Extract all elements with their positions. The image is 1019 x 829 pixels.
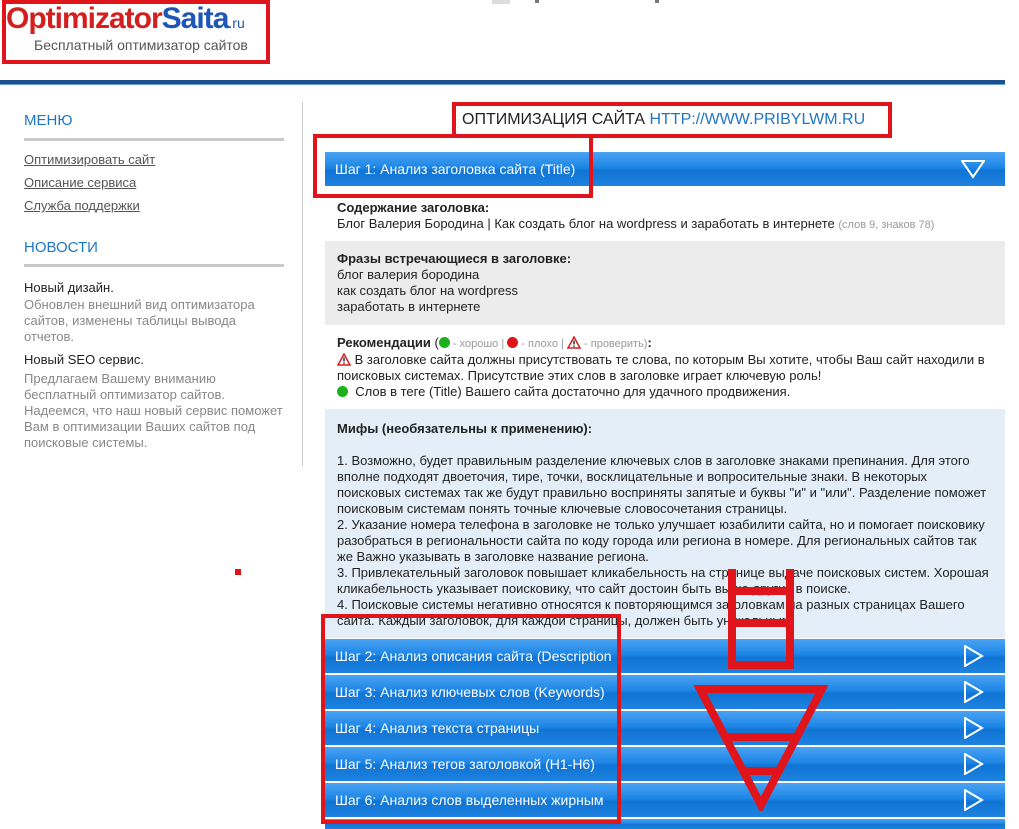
recommendations-heading-row xyxy=(337,335,993,352)
page-title-prefix: ОПТИМИЗАЦИЯ САЙТА xyxy=(462,111,646,128)
logo-part-1: Optimizator xyxy=(6,2,162,35)
phrase-item: блог валерия бородина xyxy=(337,267,480,282)
triangle-down-icon xyxy=(961,158,985,180)
news-text: Обновлен внешний вид оптимизатора сайтов, изменены таблицы вывода отчетов. xyxy=(24,297,255,344)
recommendation-good xyxy=(337,384,993,400)
green-dot-icon xyxy=(439,337,450,348)
title-content-section xyxy=(325,198,1005,238)
warning-icon xyxy=(567,336,581,349)
phrase-item: заработать в интернете xyxy=(337,299,481,314)
menu-item-support[interactable]: Служба поддержки xyxy=(24,198,140,213)
logo-tld: .ru xyxy=(228,15,245,31)
myth-item: 3. Привлекательный заголовок повышает кликабельность на странице выдаче поисковых систем. Хорошая кликабельность указывает поисковику, что сайт достоин быть выше других в поиске. xyxy=(337,565,989,596)
legend-open: ( xyxy=(434,335,439,350)
top-decoration xyxy=(535,0,539,3)
myth-item: 1. Возможно, будет правильным разделение ключевых слов в заголовке знаками препинания. Для этого вполне подходят двоеточия, тире, точки, восклицательные и вопросительные знаки. В некоторых поисковых системах так же будут правильно восприняты запятые и буквы "и" и "или". Разделение поможет поисковым системам понять точные ключевые словосочетания страницы. xyxy=(337,453,987,516)
legend-close: : xyxy=(647,335,652,350)
red-dot-icon xyxy=(507,337,518,348)
step-label: Шаг 3: Анализ ключевых слов (Keywords) xyxy=(335,684,605,700)
step-label: Шаг 1: Анализ заголовка сайта (Title) xyxy=(335,161,576,177)
step-label: Шаг 2: Анализ описания сайта (Description xyxy=(335,648,612,664)
news-rule xyxy=(24,264,284,267)
news-text: Предлагаем Вашему вниманию бесплатный оптимизатор сайтов. Надеемся, что наш новый сервис поможет Вам в оптимизации Ваших сайтов под поисковые системы. xyxy=(24,371,283,450)
title-text-row xyxy=(337,216,993,233)
menu-rule xyxy=(24,138,284,141)
annotation-arrow-down-icon xyxy=(690,565,830,811)
logo-tagline: Бесплатный оптимизатор сайтов xyxy=(34,37,248,53)
menu-heading: МЕНЮ xyxy=(24,112,73,129)
green-dot-icon xyxy=(337,386,348,397)
annotation-dot xyxy=(235,569,241,575)
annotation-box-steps xyxy=(321,614,621,824)
triangle-right-icon xyxy=(961,681,985,703)
recommendation-warning xyxy=(337,352,993,384)
title-text: Блог Валерия Бородина | Как создать блог на wordpress и заработать в интернете xyxy=(337,216,835,231)
menu-item-description[interactable]: Описание сервиса xyxy=(24,175,137,190)
news-heading: НОВОСТИ xyxy=(24,239,98,256)
annotation-box-step1 xyxy=(313,134,593,198)
myth-item: 4. Поисковые системы негативно относятся к повторяющимся заголовкам на разных страницах Вашего сайта. Каждый заголовок, для каждой страницы, должен быть уникальным. xyxy=(337,597,965,628)
recommendation-warning-text: В заголовке сайта должны присутствовать те слова, по которым Вы хотите, чтобы Ваш сайт находили в поисковых системах. Присутствие этих слов в заголовке играет ключевую роль! xyxy=(337,352,985,383)
recommendations-section xyxy=(325,325,1005,409)
phrases-section xyxy=(325,241,1005,325)
news-title: Новый SEO сервис. xyxy=(24,352,145,367)
header-divider-thin xyxy=(0,84,1005,85)
triangle-right-icon xyxy=(961,717,985,739)
news-title: Новый дизайн. xyxy=(24,280,114,295)
section-heading: Рекомендации xyxy=(337,335,431,350)
section-heading: Мифы (необязательны к применению): xyxy=(337,421,593,436)
section-heading: Содержание заголовка: xyxy=(337,200,490,215)
sidebar-separator xyxy=(302,102,303,466)
step-label: Шаг 4: Анализ текста страницы xyxy=(335,720,540,736)
section-heading: Фразы встречающиеся в заголовке: xyxy=(337,251,572,266)
legend-good: - хорошо | xyxy=(449,338,508,350)
top-decoration xyxy=(655,0,659,3)
phrase-item: как создать блог на wordpress xyxy=(337,283,518,298)
step-label: Шаг 5: Анализ тегов заголовкой (H1-H6) xyxy=(335,756,595,772)
legend-check: - проверить) xyxy=(580,338,648,350)
logo-part-2: Saita xyxy=(161,2,229,35)
triangle-right-icon xyxy=(961,789,985,811)
top-decoration xyxy=(492,0,510,4)
annotation-box-title xyxy=(452,102,892,138)
recommendation-good-text: Слов в теге (Title) Вашего сайта достаточно для удачного продвижения. xyxy=(355,384,791,399)
myths-section xyxy=(325,409,1005,638)
myth-item: 2. Указание номера телефона в заголовке не только улучшает юзабилити сайта, но и помогает поисковику разобраться в региональности сайта по коду города или региона в номере. Для региональных сайтов так же Важно указывать в заголовке название региона. xyxy=(337,517,985,564)
title-stats: (слов 9, знаков 78) xyxy=(838,219,935,231)
triangle-right-icon xyxy=(961,645,985,667)
menu-item-optimize[interactable]: Оптимизировать сайт xyxy=(24,152,156,167)
annotation-box-logo xyxy=(2,0,270,64)
page-title-url[interactable]: HTTP://WWW.PRIBYLWM.RU xyxy=(649,111,866,128)
warning-icon xyxy=(337,353,351,366)
legend-bad: - плохо | xyxy=(518,338,567,350)
step-label: Шаг 6: Анализ слов выделенных жирным xyxy=(335,792,604,808)
triangle-right-icon xyxy=(961,753,985,775)
